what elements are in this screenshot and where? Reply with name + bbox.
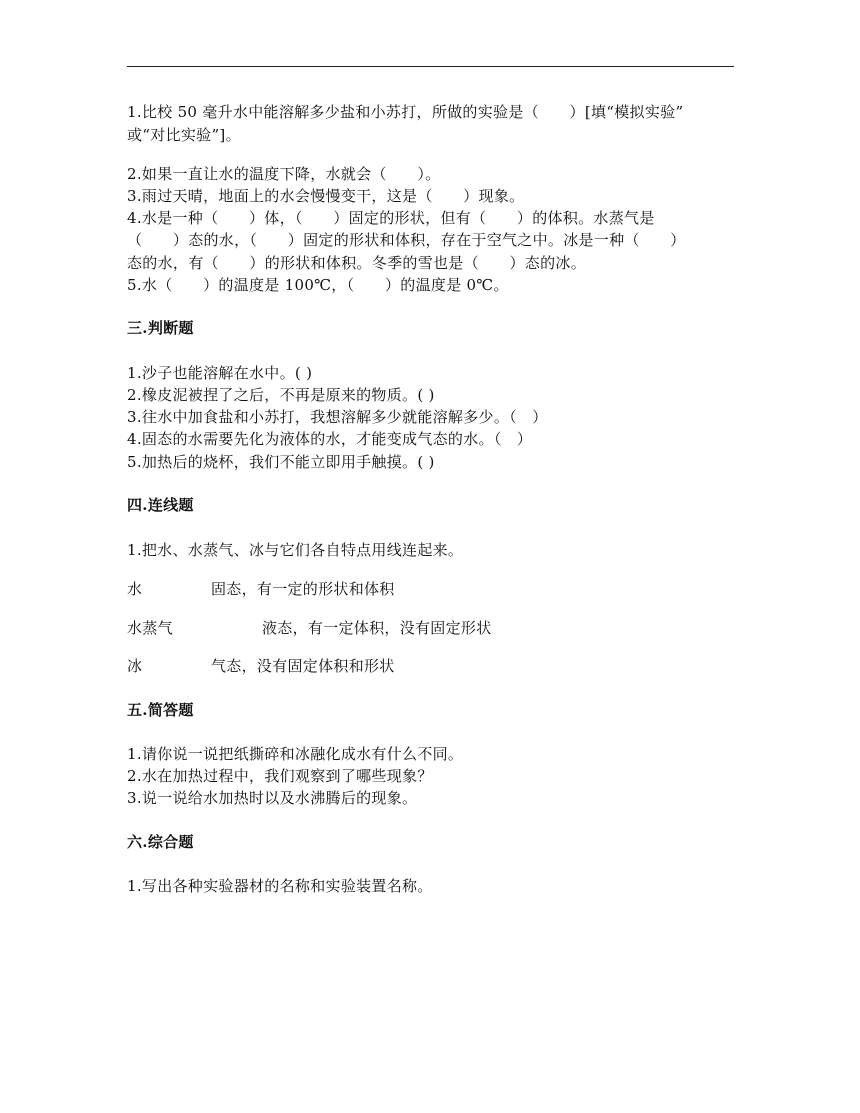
header-rule: [127, 66, 734, 67]
match-left-item: 冰: [127, 657, 143, 675]
judge-item: 3.往水中加食盐和小苏打，我想溶解多少就能溶解多少。（ ）: [127, 408, 548, 426]
fill-q1-line2: 或“对比实验”]。: [127, 126, 241, 144]
fill-q4-line3: 态的水，有（ ）的形状和体积。冬季的雪也是（ ）态的冰。: [127, 254, 587, 272]
section-heading-comprehensive: 六.综合题: [127, 833, 194, 851]
match-left-item: 水: [127, 580, 143, 598]
judge-item: 4.固态的水需要先化为液体的水，才能变成气态的水。（ ）: [127, 430, 533, 448]
fill-q2: 2.如果一直让水的温度下降，水就会（ ）。: [127, 165, 441, 183]
short-answer-item: 2.水在加热过程中，我们观察到了哪些现象？: [127, 767, 433, 785]
match-right-item: 固态，有一定的形状和体积: [211, 580, 395, 598]
match-right-item: 气态，没有固定体积和形状: [211, 657, 395, 675]
fill-q3: 3.雨过天晴，地面上的水会慢慢变干，这是（ ）现象。: [127, 187, 525, 205]
section-heading-judge: 三.判断题: [127, 319, 194, 337]
fill-q5: 5.水（ ）的温度是 100℃，（ ）的温度是 0℃。: [127, 276, 509, 294]
comprehensive-item: 1.写出各种实验器材的名称和实验装置名称。: [127, 877, 433, 895]
match-instruction: 1.把水、水蒸气、冰与它们各自特点用线连起来。: [127, 541, 464, 559]
match-right-item: 液态，有一定体积，没有固定形状: [262, 619, 492, 637]
short-answer-item: 3.说一说给水加热时以及水沸腾后的现象。: [127, 789, 418, 807]
match-left-item: 水蒸气: [127, 619, 173, 637]
judge-item: 5.加热后的烧杯，我们不能立即用手触摸。( ): [127, 453, 435, 471]
fill-q4-line2: （ ）态的水，（ ）固定的形状和体积，存在于空气之中。冰是一种（ ）: [127, 231, 686, 249]
judge-item: 2.橡皮泥被捏了之后，不再是原来的物质。( ): [127, 386, 435, 404]
short-answer-item: 1.请你说一说把纸撕碎和冰融化成水有什么不同。: [127, 745, 464, 763]
fill-q4-line1: 4.水是一种（ ）体，（ ）固定的形状，但有（ ）的体积。水蒸气是: [127, 209, 655, 227]
section-heading-match: 四.连线题: [127, 496, 194, 514]
fill-q1-line1: 1.比校 50 毫升水中能溶解多少盐和小苏打，所做的实验是（ ）[填“模拟实验”: [127, 103, 684, 121]
section-heading-short-answer: 五.简答题: [127, 701, 194, 719]
judge-item: 1.沙子也能溶解在水中。( ): [127, 364, 313, 382]
